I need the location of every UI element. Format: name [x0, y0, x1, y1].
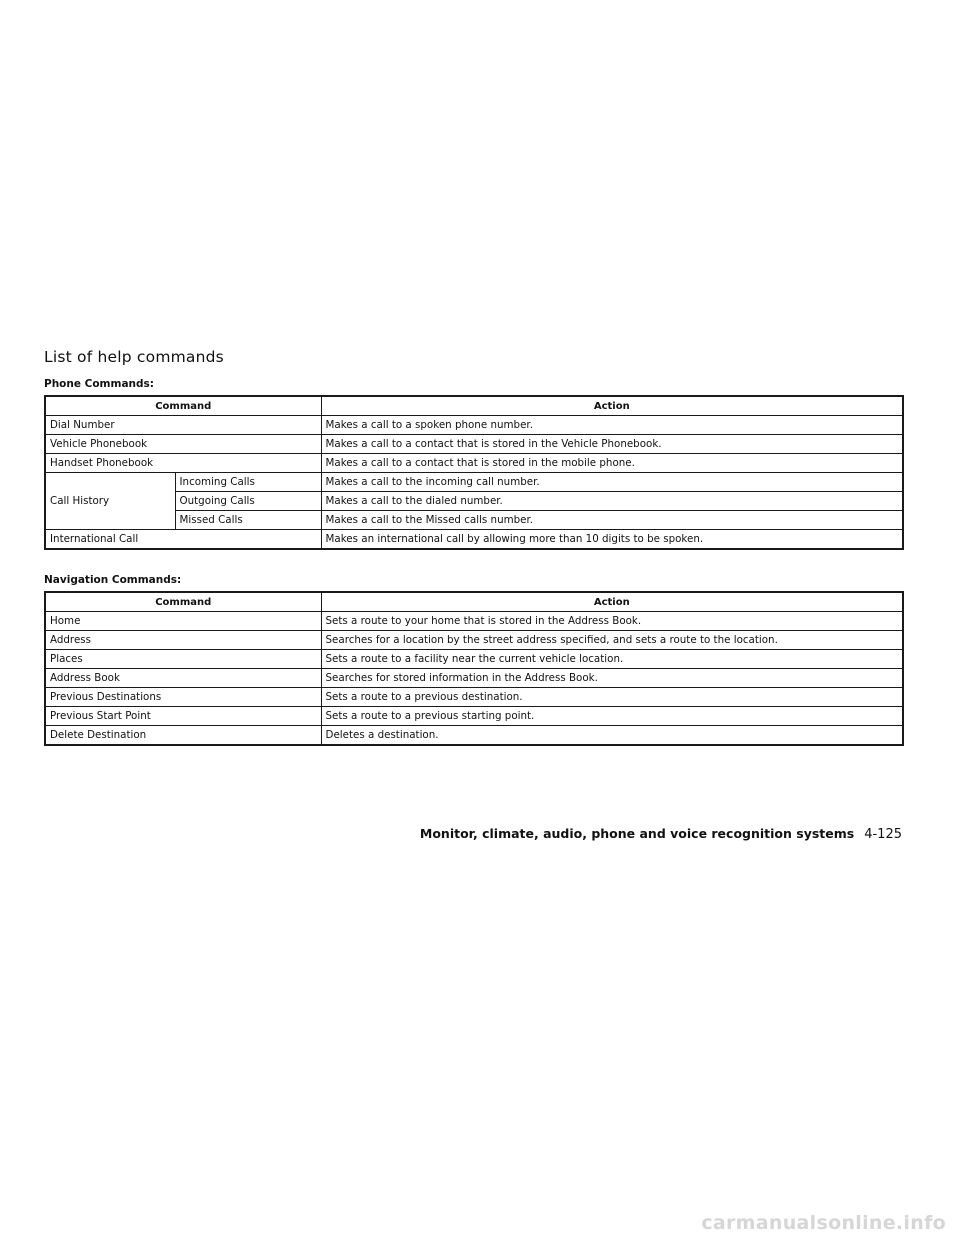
action-cell: Searches for a location by the street address specified, and sets a route to the location. — [321, 631, 903, 650]
sub-command-cell: Incoming Calls — [175, 473, 321, 492]
navigation-commands-label: Navigation Commands: — [44, 574, 182, 586]
command-cell: International Call — [45, 530, 321, 550]
action-cell: Makes a call to a spoken phone number. — [321, 416, 903, 435]
watermark: carmanualsonline.info — [701, 1212, 946, 1234]
table-row — [45, 688, 903, 707]
action-cell: Makes an international call by allowing more than 10 digits to be spoken. — [321, 530, 903, 550]
table-row — [45, 454, 903, 473]
navigation-commands-table — [44, 591, 904, 746]
action-cell: Sets a route to a facility near the current vehicle location. — [321, 650, 903, 669]
page-title: List of help commands — [44, 348, 224, 366]
command-column-header: Command — [45, 396, 321, 416]
table-row — [45, 612, 903, 631]
command-cell: Vehicle Phonebook — [45, 435, 321, 454]
action-column-header: Action — [321, 592, 903, 612]
phone-commands-table — [44, 395, 904, 550]
action-cell: Sets a route to your home that is stored in the Address Book. — [321, 612, 903, 631]
action-cell: Makes a call to the Missed calls number. — [321, 511, 903, 530]
table-row — [45, 530, 903, 550]
table-row — [45, 631, 903, 650]
action-cell: Deletes a destination. — [321, 726, 903, 746]
command-cell: Places — [45, 650, 321, 669]
table-row — [45, 650, 903, 669]
command-cell: Address Book — [45, 669, 321, 688]
action-cell: Sets a route to a previous destination. — [321, 688, 903, 707]
command-cell: Handset Phonebook — [45, 454, 321, 473]
table-row — [45, 707, 903, 726]
action-cell: Makes a call to a contact that is stored in the Vehicle Phonebook. — [321, 435, 903, 454]
action-column-header: Action — [321, 396, 903, 416]
action-cell: Makes a call to the incoming call number. — [321, 473, 903, 492]
sub-command-cell: Outgoing Calls — [175, 492, 321, 511]
action-cell: Searches for stored information in the Address Book. — [321, 669, 903, 688]
table-row — [45, 726, 903, 746]
command-cell: Address — [45, 631, 321, 650]
table-row — [45, 435, 903, 454]
table-header-row — [45, 592, 903, 612]
command-cell-call-history: Call History — [45, 473, 175, 530]
table-row — [45, 473, 903, 492]
footer-page-number: 4-125 — [864, 827, 902, 842]
phone-commands-label: Phone Commands: — [44, 378, 154, 390]
footer-section-title: Monitor, climate, audio, phone and voice recognition systems — [419, 826, 855, 841]
table-row — [45, 416, 903, 435]
command-cell: Previous Start Point — [45, 707, 321, 726]
action-cell: Makes a call to a contact that is stored in the mobile phone. — [321, 454, 903, 473]
action-cell: Sets a route to a previous starting point. — [321, 707, 903, 726]
table-row — [45, 669, 903, 688]
command-cell: Dial Number — [45, 416, 321, 435]
command-cell: Previous Destinations — [45, 688, 321, 707]
command-cell: Home — [45, 612, 321, 631]
action-cell: Makes a call to the dialed number. — [321, 492, 903, 511]
table-header-row — [45, 396, 903, 416]
page-footer — [0, 826, 902, 842]
command-cell: Delete Destination — [45, 726, 321, 746]
command-column-header: Command — [45, 592, 321, 612]
sub-command-cell: Missed Calls — [175, 511, 321, 530]
